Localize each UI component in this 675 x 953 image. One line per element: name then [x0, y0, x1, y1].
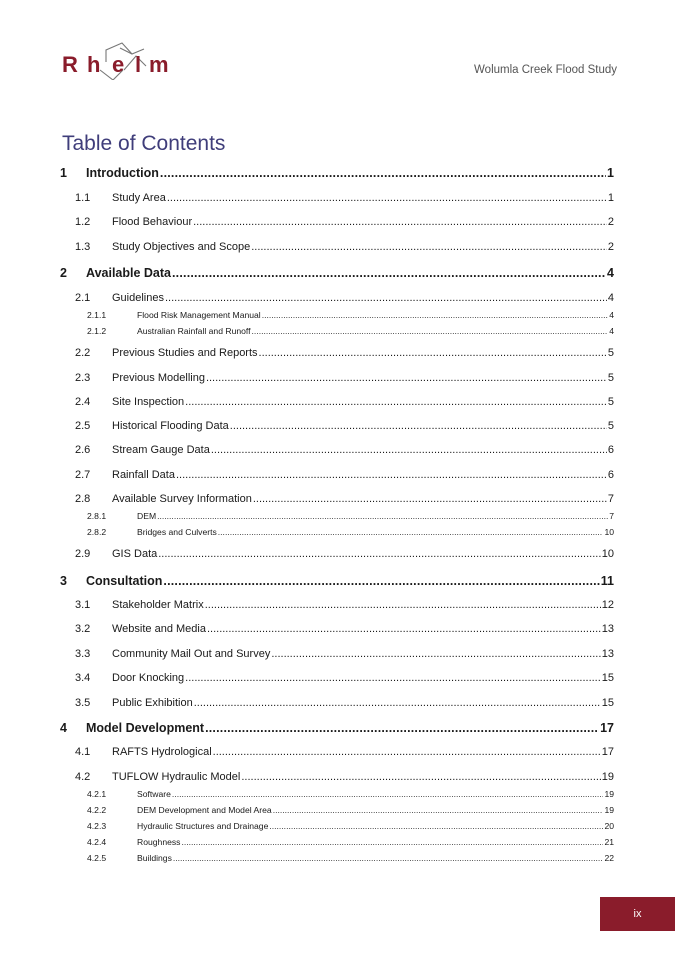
toc-entry-number: 3.5 [75, 697, 91, 709]
toc-entry[interactable] [60, 821, 614, 831]
toc-entry-page: 22 [604, 853, 614, 863]
toc-entry-page: 17 [600, 721, 614, 735]
toc-entry-number: 2.8 [75, 493, 91, 505]
toc-entry-number: 3.3 [75, 648, 91, 660]
toc-entry[interactable] [60, 310, 614, 320]
toc-entry[interactable] [60, 746, 614, 758]
toc-leader-dots [205, 721, 599, 735]
toc-entry[interactable] [60, 527, 614, 537]
toc-entry[interactable] [60, 493, 614, 505]
toc-entry-title: Public Exhibition [112, 697, 193, 709]
toc-entry[interactable] [60, 574, 614, 588]
toc-leader-dots [194, 697, 601, 709]
toc-entry[interactable] [60, 192, 614, 204]
toc-leader-dots [158, 548, 601, 560]
toc-entry-page: 19 [601, 771, 614, 783]
toc-entry-title: Consultation [86, 574, 163, 588]
toc-entry-title: Model Development [86, 721, 205, 735]
toc-entry[interactable] [60, 292, 614, 304]
toc-entry-number: 3.4 [75, 672, 91, 684]
toc-entry-title: Door Knocking [112, 672, 185, 684]
toc-entry-page: 11 [600, 574, 614, 588]
toc-leader-dots [205, 599, 601, 611]
toc-entry-title: Stream Gauge Data [112, 444, 210, 456]
toc-entry-page: 15 [601, 697, 614, 709]
toc-entry-title: Guidelines [112, 292, 164, 304]
toc-entry-page: 13 [601, 623, 614, 635]
toc-entry[interactable] [60, 697, 614, 709]
toc-entry-page: 12 [601, 599, 614, 611]
toc-entry[interactable] [60, 511, 614, 521]
toc-entry-title: Available Survey Information [112, 493, 252, 505]
toc-entry-number: 2.5 [75, 420, 91, 432]
toc-entry-number: 2 [60, 266, 67, 280]
toc-entry[interactable] [60, 347, 614, 359]
toc-entry[interactable] [60, 372, 614, 384]
toc-entry-page: 5 [607, 420, 614, 432]
toc-entry-title: Stakeholder Matrix [112, 599, 204, 611]
toc-entry-number: 4.2.1 [87, 789, 107, 799]
toc-entry-page: 2 [607, 216, 614, 228]
toc-entry-title: Bridges and Culverts [137, 527, 217, 537]
toc-entry[interactable] [60, 789, 614, 799]
toc-entry-title: Previous Modelling [112, 372, 205, 384]
page-title: Table of Contents [62, 132, 226, 155]
toc-leader-dots [271, 648, 600, 660]
toc-entry-title: Flood Behaviour [112, 216, 193, 228]
toc-leader-dots [259, 347, 607, 359]
toc-entry-page: 2 [607, 241, 614, 253]
toc-entry[interactable] [60, 216, 614, 228]
toc-entry-title: DEM Development and Model Area [137, 805, 272, 815]
toc-leader-dots [157, 511, 608, 521]
toc-leader-dots [273, 805, 604, 815]
toc-entry-title: Buildings [137, 853, 172, 863]
toc-entry-number: 3.2 [75, 623, 91, 635]
toc-entry-page: 4 [607, 266, 614, 280]
toc-entry[interactable] [60, 837, 614, 847]
toc-entry-page: 10 [601, 548, 614, 560]
toc-entry-title: Website and Media [112, 623, 206, 635]
logo-letter-e: e [112, 52, 125, 77]
toc-entry-number: 1 [60, 166, 67, 180]
toc-entry[interactable] [60, 420, 614, 432]
toc-entry-number: 4.1 [75, 746, 91, 758]
toc-entry[interactable] [60, 599, 614, 611]
toc-entry-number: 2.4 [75, 396, 91, 408]
toc-entry-page: 4 [609, 310, 614, 320]
toc-entry-title: Study Objectives and Scope [112, 241, 251, 253]
toc-entry-page: 4 [607, 292, 614, 304]
toc-leader-dots [230, 420, 607, 432]
toc-leader-dots [181, 837, 603, 847]
toc-entry-number: 4.2.4 [87, 837, 107, 847]
toc-entry-page: 4 [609, 326, 614, 336]
toc-leader-dots [241, 771, 600, 783]
toc-leader-dots [193, 216, 607, 228]
toc-entry-page: 5 [607, 396, 614, 408]
logo-letter-l: l [135, 52, 142, 77]
toc-entry-title: Previous Studies and Reports [112, 347, 258, 359]
toc-entry-number: 2.8.2 [87, 527, 107, 537]
toc-entry[interactable] [60, 396, 614, 408]
toc-leader-dots [176, 469, 607, 481]
toc-entry-title: GIS Data [112, 548, 158, 560]
toc-leader-dots [269, 821, 603, 831]
toc-leader-dots [165, 292, 607, 304]
toc-entry-page: 1 [607, 192, 614, 204]
toc-entry-number: 3 [60, 574, 67, 588]
toc-entry-number: 2.1.2 [87, 326, 107, 336]
toc-leader-dots [211, 444, 607, 456]
toc-entry-title: Hydraulic Structures and Drainage [137, 821, 269, 831]
toc-leader-dots [160, 166, 606, 180]
toc-entry[interactable] [60, 648, 614, 660]
toc-entry-page: 20 [604, 821, 614, 831]
toc-entry-title: Study Area [112, 192, 166, 204]
toc-entry[interactable] [60, 805, 614, 815]
toc-entry-title: Site Inspection [112, 396, 185, 408]
toc-entry-number: 4.2.2 [87, 805, 107, 815]
toc-entry[interactable] [60, 623, 614, 635]
toc-leader-dots [206, 372, 607, 384]
toc-leader-dots [172, 266, 606, 280]
toc-entry-title: TUFLOW Hydraulic Model [112, 771, 241, 783]
toc-leader-dots [163, 574, 599, 588]
logo-letter-m: m [149, 52, 169, 77]
toc-entry[interactable] [60, 241, 614, 253]
toc-entry-page: 6 [607, 469, 614, 481]
toc-entry[interactable] [60, 469, 614, 481]
page-number: ix [633, 908, 642, 920]
toc-leader-dots [173, 853, 604, 863]
toc-entry-number: 1.1 [75, 192, 91, 204]
toc-leader-dots [218, 527, 604, 537]
toc-entry-number: 2.1.1 [87, 310, 107, 320]
toc-entry-number: 4.2.3 [87, 821, 107, 831]
toc-entry-page: 7 [609, 511, 614, 521]
toc-entry-number: 2.1 [75, 292, 91, 304]
toc-entry-title: Introduction [86, 166, 159, 180]
toc-entry-page: 10 [604, 527, 614, 537]
toc-entry-title: Rainfall Data [112, 469, 175, 481]
toc-entry[interactable] [60, 444, 614, 456]
toc-leader-dots [185, 396, 607, 408]
toc-leader-dots [252, 326, 609, 336]
toc-entry[interactable] [60, 266, 614, 280]
toc-entry-number: 2.6 [75, 444, 91, 456]
logo-letter-r: R [62, 52, 78, 77]
toc-entry-title: Available Data [86, 266, 171, 280]
toc-entry-page: 1 [607, 166, 614, 180]
toc-entry[interactable] [60, 771, 614, 783]
toc-entry-page: 19 [604, 805, 614, 815]
toc-entry[interactable] [60, 166, 614, 180]
toc-entry-number: 1.2 [75, 216, 91, 228]
logo-letter-h: h [87, 52, 101, 77]
toc-leader-dots [207, 623, 601, 635]
toc-leader-dots [213, 746, 601, 758]
rhelm-logo [60, 40, 180, 80]
toc-entry-page: 5 [607, 372, 614, 384]
toc-entry-number: 2.9 [75, 548, 91, 560]
toc-entry[interactable] [60, 721, 614, 735]
toc-entry-page: 7 [607, 493, 614, 505]
toc-entry-number: 2.7 [75, 469, 91, 481]
toc-entry-page: 19 [604, 789, 614, 799]
toc-entry-page: 21 [604, 837, 614, 847]
toc-entry-page: 5 [607, 347, 614, 359]
toc-entry-number: 3.1 [75, 599, 91, 611]
toc-entry-page: 6 [607, 444, 614, 456]
toc-entry-title: Roughness [137, 837, 181, 847]
toc-entry-number: 2.8.1 [87, 511, 107, 521]
toc-leader-dots [172, 789, 604, 799]
page-number-badge [600, 897, 675, 931]
toc-entry-title: Historical Flooding Data [112, 420, 229, 432]
toc-entry[interactable] [60, 548, 614, 560]
study-title: Wolumla Creek Flood Study [474, 64, 617, 76]
toc-entry[interactable] [60, 326, 614, 336]
toc-entry[interactable] [60, 853, 614, 863]
toc-entry-title: Community Mail Out and Survey [112, 648, 271, 660]
toc-leader-dots [251, 241, 607, 253]
toc-leader-dots [185, 672, 601, 684]
toc-entry-number: 2.2 [75, 347, 91, 359]
toc-entry-page: 17 [601, 746, 614, 758]
toc-entry-title: Software [137, 789, 171, 799]
toc-entry-number: 4 [60, 721, 67, 735]
toc-entry-number: 1.3 [75, 241, 91, 253]
toc-entry-title: Flood Risk Management Manual [137, 310, 261, 320]
toc-entry[interactable] [60, 672, 614, 684]
toc-entry-number: 4.2.5 [87, 853, 107, 863]
toc-entry-number: 2.3 [75, 372, 91, 384]
toc-leader-dots [167, 192, 607, 204]
toc-leader-dots [253, 493, 607, 505]
toc-entry-title: DEM [137, 511, 157, 521]
toc-entry-page: 13 [601, 648, 614, 660]
toc-entry-title: Australian Rainfall and Runoff [137, 326, 251, 336]
toc-entry-number: 4.2 [75, 771, 91, 783]
toc-leader-dots [262, 310, 609, 320]
toc-entry-title: RAFTS Hydrological [112, 746, 212, 758]
toc-entry-page: 15 [601, 672, 614, 684]
